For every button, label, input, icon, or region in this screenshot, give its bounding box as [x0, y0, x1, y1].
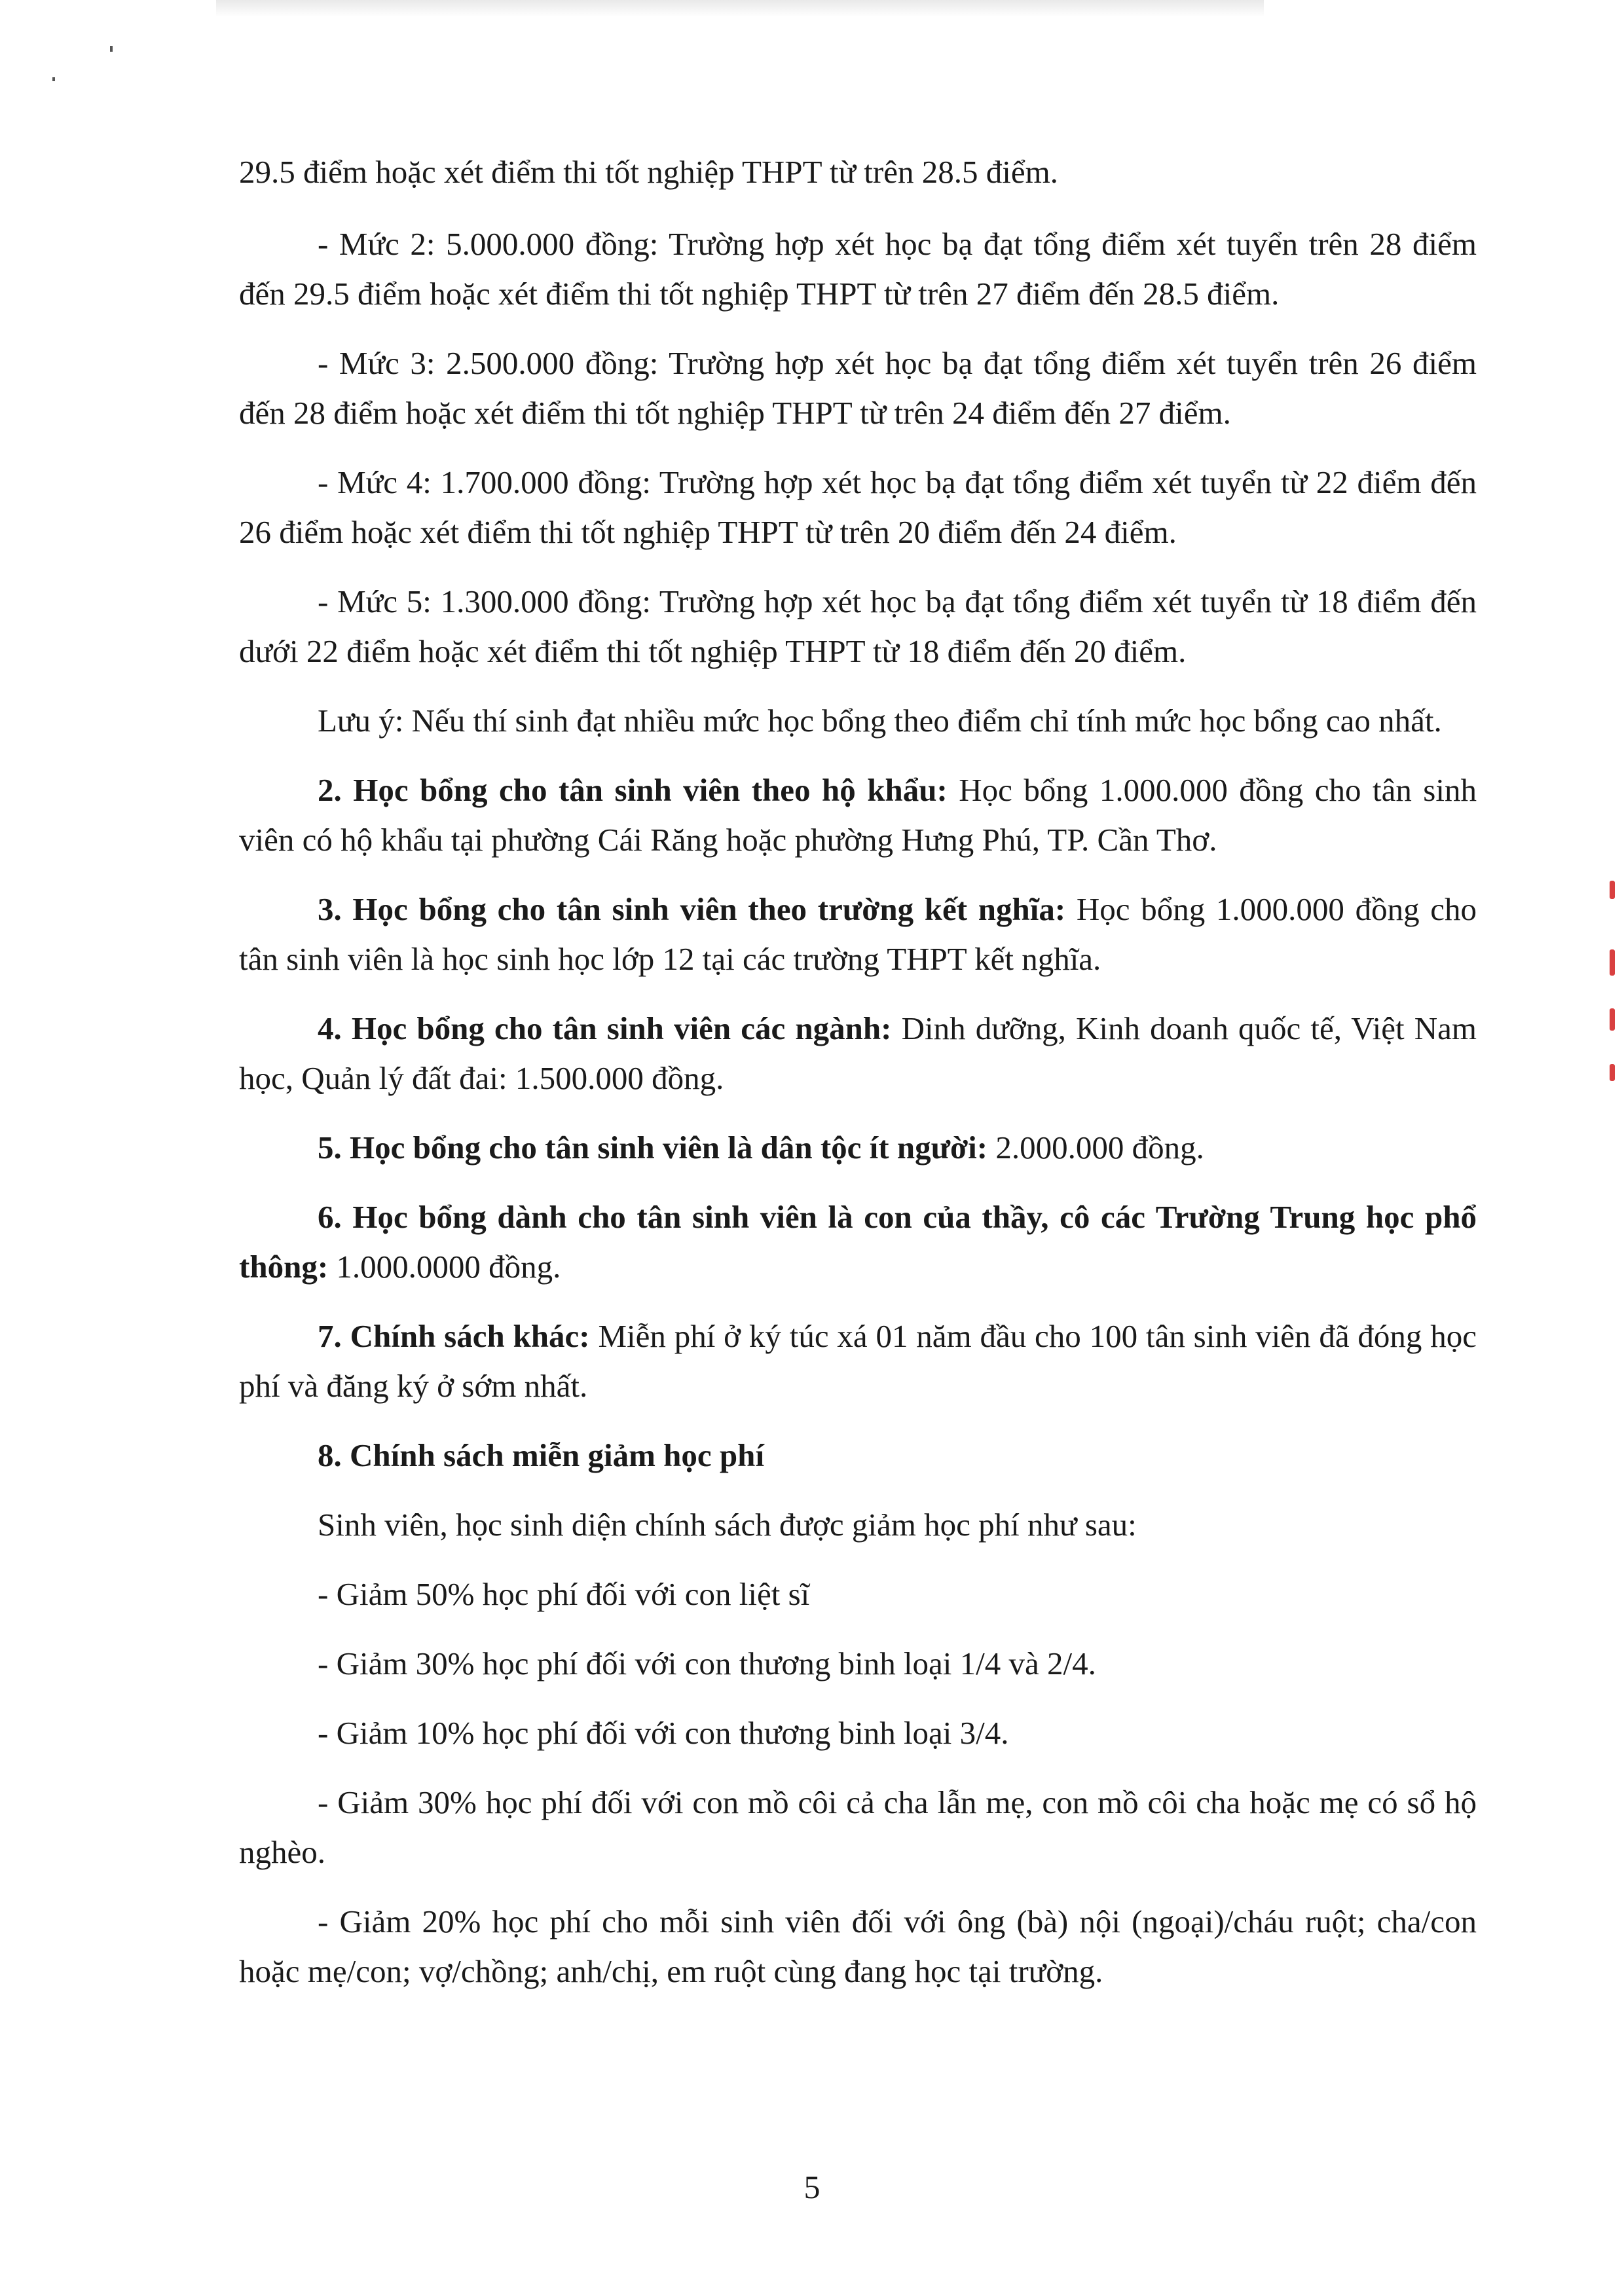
document-body [239, 147, 1477, 2016]
page-number: 5 [803, 2169, 821, 2205]
paragraph-level-4: - Mức 4: 1.700.000 đồng: Trường hợp xét học bạ đạt tổng điểm xét tuyển từ 22 điểm đến 26 điểm hoặc xét điểm thi tốt nghiệp THPT từ trên 20 điểm đến 24 điểm. [239, 464, 1477, 550]
scholarship-household: 2. Học bổng cho tân sinh viên theo hộ khẩu: Học bổng 1.000.000 đồng cho tân sinh viên có hộ khẩu tại phường Cái Răng hoặc phường Hưng Phú, TP. Cần Thơ. [239, 772, 1477, 858]
policy-other: 7. Chính sách khác: Miễn phí ở ký túc xá 01 năm đầu cho 100 tân sinh viên đã đóng học phí và đăng ký ở sớm nhất. [239, 1318, 1477, 1404]
stamp-edge-mark [1610, 1008, 1615, 1031]
stamp-edge-mark [1610, 1064, 1615, 1081]
tuition-reduction-item: - Giảm 50% học phí đối với con liệt sĩ [318, 1576, 810, 1612]
policy-tuition-heading: 8. Chính sách miễn giảm học phí [318, 1437, 765, 1473]
scan-top-edge [216, 0, 1264, 17]
paragraph-level-3: - Mức 3: 2.500.000 đồng: Trường hợp xét học bạ đạt tổng điểm xét tuyển trên 26 điểm đến 28 điểm hoặc xét điểm thi tốt nghiệp THPT từ trên 24 điểm đến 27 điểm. [239, 345, 1477, 431]
paragraph-continuation: 29.5 điểm hoặc xét điểm thi tốt nghiệp THPT từ trên 28.5 điểm. [239, 154, 1058, 190]
tuition-reduction-item: - Giảm 30% học phí đối với con mồ côi cả cha lẫn mẹ, con mồ côi cha hoặc mẹ có sổ hộ nghèo. [239, 1784, 1477, 1870]
stamp-edge-mark [1610, 949, 1615, 976]
tuition-reduction-item: - Giảm 30% học phí đối với con thương binh loại 1/4 và 2/4. [318, 1645, 1096, 1681]
tuition-reduction-item: - Giảm 10% học phí đối với con thương binh loại 3/4. [318, 1715, 1009, 1751]
scan-speck [52, 77, 55, 81]
paragraph-level-2: - Mức 2: 5.000.000 đồng: Trường hợp xét học bạ đạt tổng điểm xét tuyển trên 28 điểm đến 29.5 điểm hoặc xét điểm thi tốt nghiệp THPT từ trên 27 điểm đến 28.5 điểm. [239, 226, 1477, 312]
paragraph-level-5: - Mức 5: 1.300.000 đồng: Trường hợp xét học bạ đạt tổng điểm xét tuyển từ 18 điểm đến dưới 22 điểm hoặc xét điểm thi tốt nghiệp THPT từ 18 điểm đến 20 điểm. [239, 583, 1477, 669]
policy-tuition-intro: Sinh viên, học sinh diện chính sách được giảm học phí như sau: [318, 1507, 1137, 1543]
scholarship-teachers-children: 6. Học bổng dành cho tân sinh viên là con của thầy, cô các Trường Trung học phổ thông: 1.000.0000 đồng. [239, 1199, 1477, 1285]
scholarship-majors: 4. Học bổng cho tân sinh viên các ngành: Dinh dưỡng, Kinh doanh quốc tế, Việt Nam học, Quản lý đất đai: 1.500.000 đồng. [239, 1010, 1477, 1096]
tuition-reduction-item: - Giảm 20% học phí cho mỗi sinh viên đối với ông (bà) nội (ngoại)/cháu ruột; cha/con hoặc mẹ/con; vợ/chồng; anh/chị, em ruột cùng đang học tại trường. [239, 1903, 1477, 1989]
scholarship-twinned-school: 3. Học bổng cho tân sinh viên theo trường kết nghĩa: Học bổng 1.000.000 đồng cho tân sinh viên là học sinh học lớp 12 tại các trường THPT kết nghĩa. [239, 891, 1477, 977]
stamp-edge-mark [1610, 881, 1615, 899]
paragraph-note: Lưu ý: Nếu thí sinh đạt nhiều mức học bổng theo điểm chỉ tính mức học bổng cao nhất. [318, 703, 1442, 739]
scholarship-ethnic-minority: 5. Học bổng cho tân sinh viên là dân tộc ít người: 2.000.000 đồng. [318, 1129, 1204, 1166]
scan-speck [110, 46, 113, 52]
